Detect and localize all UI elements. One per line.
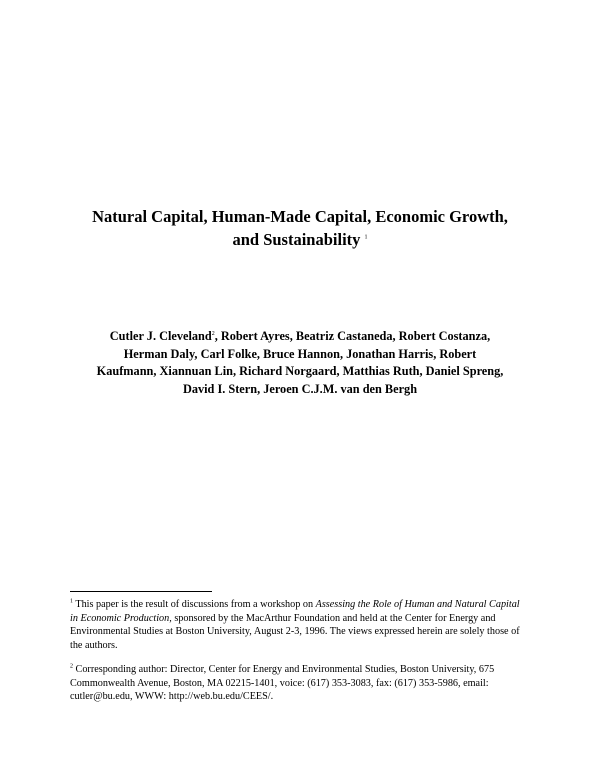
lead-author-footnote-ref: 2 xyxy=(211,330,215,337)
footnote-2 xyxy=(70,663,530,704)
footnote-1-number: 1 xyxy=(70,598,73,605)
footnote-1 xyxy=(70,598,530,652)
footnote-1-text-pre: This paper is the result of discussions from a workshop on xyxy=(73,599,316,610)
footnote-divider xyxy=(70,591,212,592)
authors-line-4: David I. Stern, Jeroen C.J.M. van den Bergh xyxy=(182,381,418,396)
footnote-2-number: 2 xyxy=(70,663,73,670)
footnote-1-workshop-title: Assessing the Role of Human and Natural Capital in Economic Production, xyxy=(70,599,520,624)
author-list xyxy=(60,328,540,398)
title-line-2: and Sustainability xyxy=(232,230,361,249)
lead-author: Cutler J. Cleveland xyxy=(109,329,212,343)
title-line-1: Natural Capital, Human-Made Capital, Economic Growth, xyxy=(92,207,508,226)
paper-title xyxy=(40,205,560,251)
authors-line-2: Herman Daly, Carl Folke, Bruce Hannon, Jonathan Harris, Robert xyxy=(123,346,477,361)
title-footnote-ref: 1 xyxy=(364,234,368,241)
footnote-2-text: Corresponding author: Director, Center for Energy and Environmental Studies, Boston University, 675 Commonwealth Avenue, Boston, MA 02215-1401, voice: (617) 353-3083, fax: (617) 353-5986, email: cutler@bu.edu, WWW: http://web.bu.edu/CEES/. xyxy=(70,664,495,703)
authors-line-3: Kaufmann, Xiannuan Lin, Richard Norgaard, Matthias Ruth, Daniel Spreng, xyxy=(96,364,504,378)
footnote-1-text-post: sponsored by the MacArthur Foundation and held at the Center for Energy and Environmental Studies at Boston University, August 2-3, 1996. The views expressed herein are solely those of the authors. xyxy=(70,612,520,651)
authors-line-1: , Robert Ayres, Beatriz Castaneda, Robert Costanza, xyxy=(214,329,491,343)
